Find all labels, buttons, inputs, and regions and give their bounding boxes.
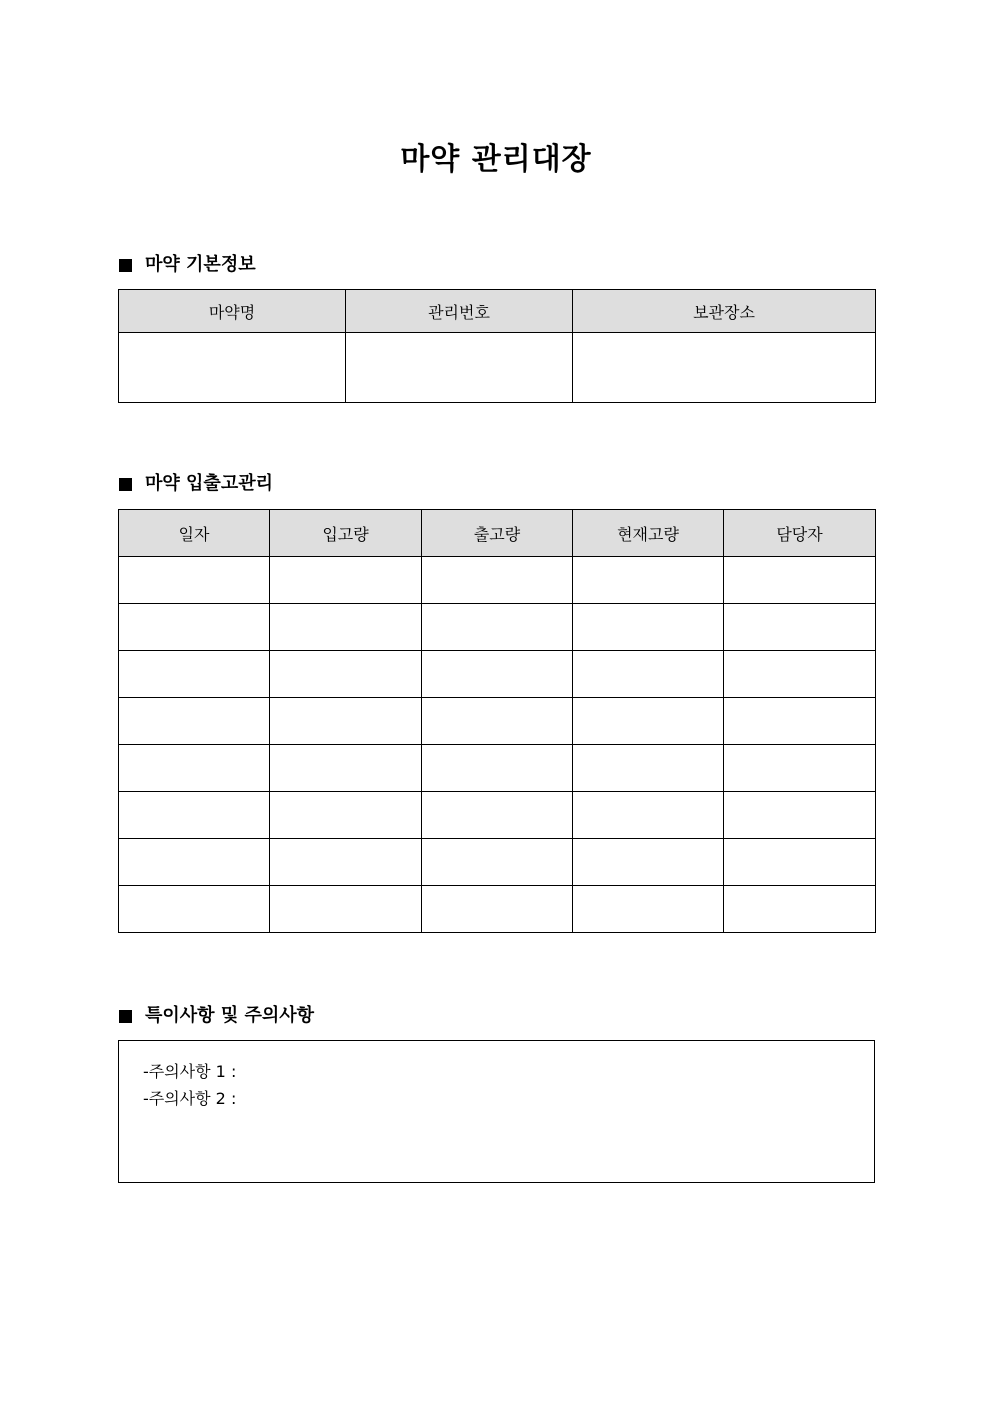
person-in-charge-cell[interactable]: [724, 651, 876, 698]
issued-qty-cell[interactable]: [422, 651, 573, 698]
person-in-charge-cell[interactable]: [724, 792, 876, 839]
stock-qty-cell[interactable]: [573, 839, 724, 886]
stock-qty-cell[interactable]: [573, 651, 724, 698]
square-bullet-icon: [119, 259, 132, 272]
person-in-charge-cell[interactable]: [724, 745, 876, 792]
section-heading-label: 마약 입출고관리: [145, 473, 273, 494]
drug-name-cell[interactable]: [119, 333, 346, 403]
header-drug-name: 마약명: [119, 290, 346, 333]
table-row: [119, 651, 876, 698]
header-issued-qty: 출고량: [422, 510, 573, 557]
management-number-cell[interactable]: [346, 333, 573, 403]
received-qty-cell[interactable]: [270, 886, 422, 933]
person-in-charge-cell[interactable]: [724, 604, 876, 651]
date-cell[interactable]: [119, 839, 270, 886]
issued-qty-cell[interactable]: [422, 886, 573, 933]
header-storage-location: 보관장소: [573, 290, 876, 333]
section-heading-in-out: [119, 472, 273, 496]
header-management-number: 관리번호: [346, 290, 573, 333]
stock-qty-cell[interactable]: [573, 886, 724, 933]
table-row: [119, 792, 876, 839]
date-cell[interactable]: [119, 792, 270, 839]
note-line-2: -주의사항 2 :: [143, 1089, 237, 1108]
section-heading-label: 특이사항 및 주의사항: [145, 1005, 315, 1026]
stock-qty-cell[interactable]: [573, 557, 724, 604]
received-qty-cell[interactable]: [270, 745, 422, 792]
person-in-charge-cell[interactable]: [724, 886, 876, 933]
table-header-row: [119, 510, 876, 557]
date-cell[interactable]: [119, 745, 270, 792]
header-person-in-charge: 담당자: [724, 510, 876, 557]
section-heading-basic-info: [119, 253, 256, 277]
received-qty-cell[interactable]: [270, 557, 422, 604]
in-out-table: [118, 509, 876, 933]
table-row: [119, 839, 876, 886]
square-bullet-icon: [119, 1010, 132, 1023]
section-heading-label: 마약 기본정보: [145, 254, 256, 275]
issued-qty-cell[interactable]: [422, 698, 573, 745]
received-qty-cell[interactable]: [270, 792, 422, 839]
table-row: [119, 604, 876, 651]
issued-qty-cell[interactable]: [422, 792, 573, 839]
issued-qty-cell[interactable]: [422, 839, 573, 886]
table-row: [119, 886, 876, 933]
date-cell[interactable]: [119, 886, 270, 933]
person-in-charge-cell[interactable]: [724, 557, 876, 604]
in-out-table-body: [119, 557, 876, 933]
basic-info-table: [118, 289, 876, 403]
stock-qty-cell[interactable]: [573, 698, 724, 745]
received-qty-cell[interactable]: [270, 651, 422, 698]
document-title: 마약 관리대장: [400, 142, 592, 177]
table-row: [119, 698, 876, 745]
table-row: [119, 745, 876, 792]
notes-box[interactable]: [118, 1040, 875, 1183]
table-row: [119, 333, 876, 403]
received-qty-cell[interactable]: [270, 604, 422, 651]
stock-qty-cell[interactable]: [573, 792, 724, 839]
header-stock-qty: 현재고량: [573, 510, 724, 557]
issued-qty-cell[interactable]: [422, 604, 573, 651]
storage-location-cell[interactable]: [573, 333, 876, 403]
stock-qty-cell[interactable]: [573, 745, 724, 792]
section-heading-notes: [119, 1004, 314, 1028]
note-line-1: -주의사항 1 :: [143, 1062, 237, 1081]
issued-qty-cell[interactable]: [422, 557, 573, 604]
received-qty-cell[interactable]: [270, 839, 422, 886]
header-received-qty: 입고량: [270, 510, 422, 557]
table-row: [119, 557, 876, 604]
date-cell[interactable]: [119, 651, 270, 698]
table-header-row: [119, 290, 876, 333]
header-date: 일자: [119, 510, 270, 557]
date-cell[interactable]: [119, 698, 270, 745]
issued-qty-cell[interactable]: [422, 745, 573, 792]
square-bullet-icon: [119, 478, 132, 491]
person-in-charge-cell[interactable]: [724, 839, 876, 886]
person-in-charge-cell[interactable]: [724, 698, 876, 745]
stock-qty-cell[interactable]: [573, 604, 724, 651]
date-cell[interactable]: [119, 604, 270, 651]
date-cell[interactable]: [119, 557, 270, 604]
received-qty-cell[interactable]: [270, 698, 422, 745]
